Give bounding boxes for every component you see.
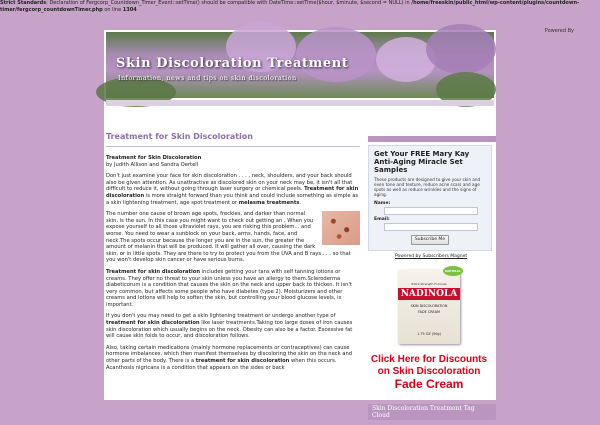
site-header[interactable]: [106, 32, 494, 98]
product-size: 1.75 OZ (50g): [417, 332, 441, 336]
email-field[interactable]: [384, 223, 478, 231]
flower-decoration: [296, 27, 376, 82]
natural-badge: NATURAL: [443, 266, 463, 276]
site-tagline: Information, news and tips on skin discoloration: [118, 74, 297, 82]
sidebar: [368, 136, 496, 425]
paragraph-text: includes getting your tans with self tanning lotions or creams. They offer no threat to your skin unless you have an allergy to them.Scleroderma diabeticorum is a condition that causes the skin on the neck and upper back to thicken. It isn't very common, but affects some people who have diabetes (type 2). Moisturizers and other creams and lotions will help to soften the skin, but controlling your blood glucose levels, is important.: [106, 268, 352, 308]
warning-line-prefix: on line: [102, 6, 123, 13]
optin-description: These products are designed to give your skin and even tone and texture, reduce acne scars and age spots as well as reduce wrinkles and the signs of aging.: [374, 177, 481, 197]
email-label: Email:: [374, 217, 390, 222]
post-title[interactable]: Treatment for Skin Discoloration: [106, 132, 253, 141]
paragraph-text: Also, taking certain medications (mainly hormone replacements or contraceptives) can cause hormone imbalances, which then manifest themselves by discoloring the skin on the neck and other parts of the body. There is a: [106, 344, 353, 365]
product-brand: NADINOLA: [398, 288, 460, 300]
powered-by: Powered By: [544, 28, 574, 34]
warning-path: /home/freeskin/public_html/wp-content/plugins/countdown-timer/fergcorp_countdownTimer.php: [0, 0, 580, 13]
tag-cloud-header: Skin Discoloration Treatment Tag Cloud: [368, 404, 496, 420]
cta-line-3[interactable]: Fade Cream: [394, 377, 464, 391]
paragraph-text: is more straight forward than you think and could include something as simple as a skin lightening treatment, age spot treatment or: [106, 192, 359, 206]
cta-line-2[interactable]: on Skin Discoloration: [377, 366, 481, 377]
optin-form: [368, 145, 492, 251]
article-heading: [106, 155, 360, 168]
keyword: treatment for skin discoloration: [195, 358, 290, 365]
product-formula: Extra Strength Formula: [411, 282, 447, 286]
paragraph-text: like laser treatments.Taking too large doses of iron causes skin discoloration which usually begins on the neck. Obesity can also be a factor. Excessive fat will cause skin folds to occur, and discoloration follows.: [106, 320, 353, 340]
nav-bar: [106, 100, 494, 106]
warning-line-number: 1304: [122, 6, 137, 13]
skin-photo: [322, 211, 360, 245]
site-title[interactable]: Skin Discoloration Treatment: [116, 56, 349, 71]
paragraph-text: Don't just examine your face for skin discoloration . . . , neck, shoulders, and your back should also be given attention. As unattractive as discolored skin on your neck may be, it isn't all that difficult to reduce it, without going through laser surgery or chemical peels.: [106, 173, 353, 193]
subscribe-button[interactable]: Subscribe Me: [411, 235, 449, 245]
optin-title: Get Your FREE Mary Kay Anti-Aging Miracle Set Samples: [374, 150, 470, 174]
paragraph-text: The number one cause of brown age spots, freckles, and darker than normal skin, is the sun. In this case you might want to check out getting an . When you expose yourself to all those ultraviolet rays, you are risking this problem... and worse. You need to wear a sunblock on your back, arms, hands, face, and neck.The spots occur because the longer you are in the sun, the greater the amount of melanin that will be produced. It will gather all over, causing the dark skin, or in little spots. They are there to try to protect you from the UVA and B rays . . . so that you won't develop skin cancer or have serious burns.: [106, 211, 351, 264]
product-line-2: FADE CREAM: [418, 310, 440, 314]
paragraph-text: when this occurs. Acanthosis nigricans is a condition that appears on the sides or back: [106, 358, 337, 371]
keyword: Treatment for skin discoloration: [106, 186, 359, 199]
paragraph: [106, 313, 360, 339]
cta-line-1[interactable]: Click Here for Discounts: [370, 354, 488, 365]
title-divider: [106, 146, 360, 147]
product-image[interactable]: [398, 270, 460, 344]
keyword: melasma treatments: [238, 199, 300, 206]
warning-message: : Declaration of Fergcorp_Countdown_Timer_Event::setTime() should be compatible with DateTime::setTime($hour, $minute, $second = NULL) in: [46, 0, 412, 6]
article-byline: by Judith Allison and Sandra Oertell: [106, 161, 199, 168]
keyword: Treatment for skin discoloration: [106, 268, 201, 275]
paragraph: [106, 269, 360, 309]
paragraph-text: If you don't you may need to get a skin lightening treatment or undergo another type of: [106, 313, 336, 320]
flower-decoration: [426, 24, 496, 74]
paragraph: [106, 211, 360, 264]
tag-cloud[interactable]: Sisters Cure Stretch Concealer Where Makeup Natural Face: [368, 420, 487, 425]
keyword: treatment for skin discoloration: [106, 320, 200, 327]
article-title: Treatment for Skin Discoloration: [106, 155, 202, 161]
sidebar-header-bar: [368, 136, 496, 142]
page-container: [104, 30, 496, 425]
name-label: Name:: [374, 201, 391, 206]
php-warning: [0, 0, 600, 24]
article-body: [106, 155, 360, 371]
paragraph: [106, 345, 360, 371]
paragraph: [106, 173, 360, 206]
discount-link[interactable]: [368, 354, 490, 390]
main-content: [106, 132, 360, 376]
warning-label: Strict Standards: [0, 0, 47, 6]
product-line-1: SKIN DISCOLORATION: [410, 304, 448, 308]
paragraph-text: .: [299, 199, 302, 206]
name-field[interactable]: [384, 207, 478, 215]
subscribers-magnet-link[interactable]: Powered by Subscribers Magnet: [395, 254, 468, 259]
